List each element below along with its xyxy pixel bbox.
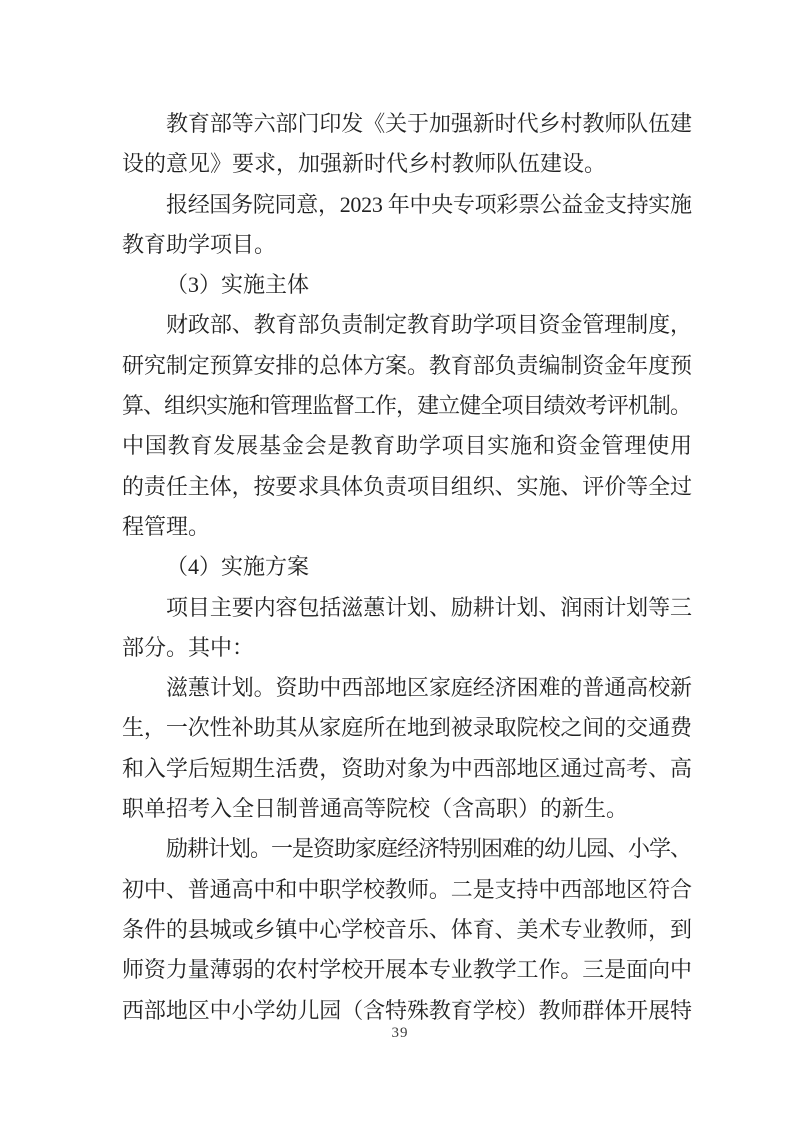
paragraph	[122, 668, 692, 829]
text-line-content: 西部地区中小学幼儿园（含特殊教育学校）教师群体开展特	[122, 997, 692, 1023]
text-line-content: 研究制定预算安排的总体方案。教育部负责编制资金年度预	[122, 352, 692, 378]
text-line	[122, 104, 692, 144]
text-line	[122, 749, 692, 789]
text-line	[122, 144, 692, 184]
text-line	[122, 870, 692, 910]
text-line-content: 励耕计划。一是资助家庭经济特别困难的幼儿园、小学、	[166, 836, 691, 862]
text-line-content: 的责任主体，按要求具体负责项目组织、实施、评价等全过	[122, 473, 692, 499]
text-line-content: 教育助学项目。	[122, 231, 277, 257]
text-line	[122, 547, 692, 587]
text-line	[122, 910, 692, 950]
text-line-content: 职单招考入全日制普通高等院校（含高职）的新生。	[122, 796, 629, 822]
text-line-content: 财政部、教育部负责制定教育助学项目资金管理制度，	[166, 312, 692, 338]
text-line	[122, 185, 692, 225]
text-line	[122, 426, 692, 466]
paragraph	[122, 104, 692, 185]
text-line	[122, 265, 692, 305]
text-line-content: 程管理。	[122, 513, 211, 539]
text-line-content: 部分。其中：	[122, 634, 255, 660]
paragraph	[122, 305, 692, 547]
text-line	[122, 628, 692, 668]
paragraph	[122, 547, 692, 587]
text-line	[122, 789, 692, 829]
text-line-content: 中国教育发展基金会是教育助学项目实施和资金管理使用	[122, 433, 693, 459]
text-line-content: 条件的县城或乡镇中心学校音乐、体育、美术专业教师，到	[122, 916, 692, 942]
text-line-content: 项目主要内容包括滋蕙计划、励耕计划、润雨计划等三	[166, 594, 692, 620]
paragraph	[122, 185, 692, 266]
paragraph	[122, 829, 692, 1030]
text-line	[122, 305, 692, 345]
text-line-content: 滋蕙计划。资助中西部地区家庭经济困难的普通高校新	[166, 675, 692, 701]
text-line-content: 教育部等六部门印发《关于加强新时代乡村教师队伍建	[166, 111, 692, 136]
text-line-content: 报经国务院同意，2023 年中央专项彩票公益金支持实施	[166, 191, 692, 217]
document-body-text	[122, 104, 692, 1031]
text-line-content: 师资力量薄弱的农村学校开展本专业教学工作。三是面向中	[122, 957, 692, 983]
text-line	[122, 346, 692, 386]
text-line	[122, 588, 692, 628]
text-line	[122, 507, 692, 547]
page-footer	[0, 1024, 800, 1042]
text-line-content: 初中、普通高中和中职学校教师。二是支持中西部地区符合	[122, 876, 692, 902]
text-line-content: 设的意见》要求，加强新时代乡村教师队伍建设。	[122, 151, 607, 177]
text-line	[122, 668, 692, 708]
text-line-content: 和入学后短期生活费，资助对象为中西部地区通过高考、高	[122, 755, 692, 781]
text-line-content: （4）实施方案	[166, 554, 310, 580]
text-line-content: 生，一次性补助其从家庭所在地到被录取院校之间的交通费	[122, 715, 692, 741]
text-line-content: 算、组织实施和管理监督工作，建立健全项目绩效考评机制。	[122, 393, 692, 419]
text-line	[122, 708, 692, 748]
text-line	[122, 225, 692, 265]
text-line-content: （3）实施主体	[166, 272, 310, 298]
paragraph	[122, 588, 692, 669]
text-line	[122, 467, 692, 507]
text-line	[122, 386, 692, 426]
text-line	[122, 950, 692, 990]
text-line	[122, 829, 692, 869]
page-number: 39	[391, 1025, 409, 1041]
paragraph	[122, 265, 692, 305]
